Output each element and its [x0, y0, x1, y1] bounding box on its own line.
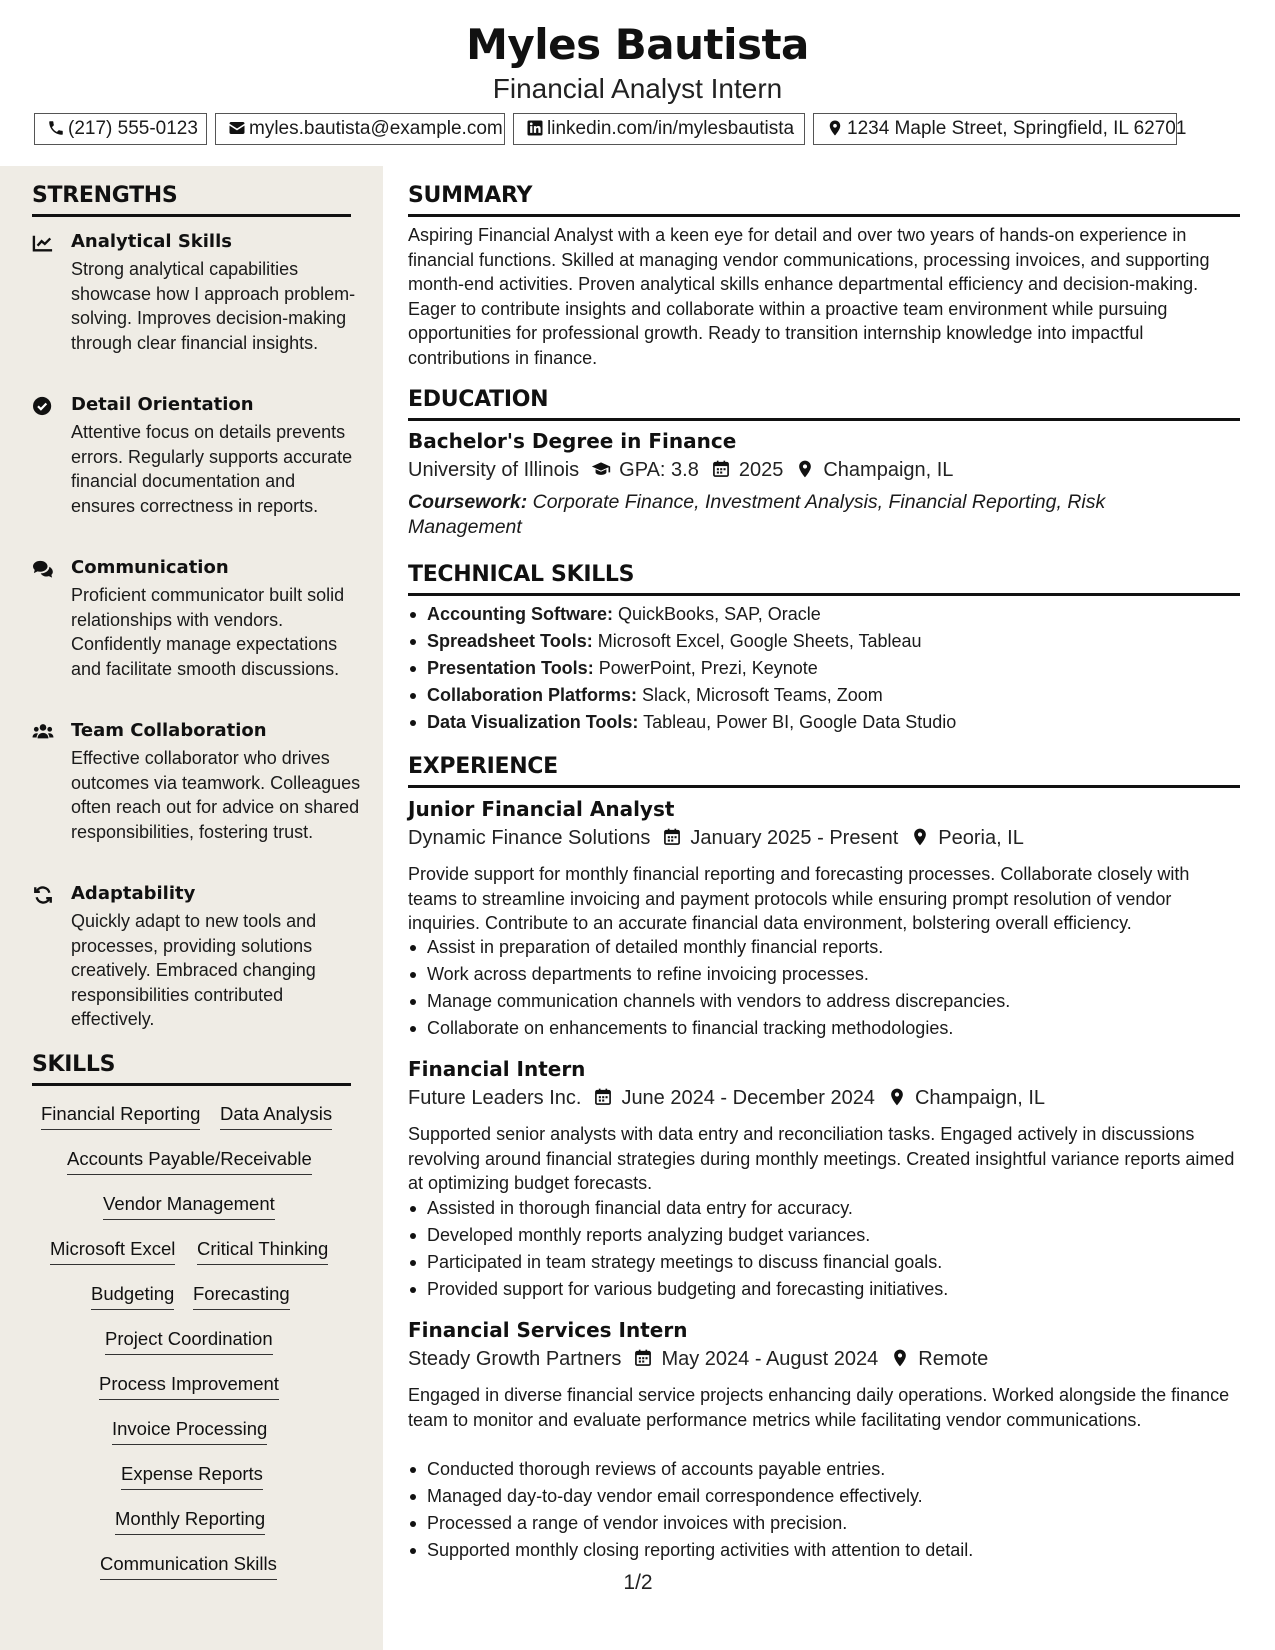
sync-icon: [32, 885, 54, 905]
contact-email-text: myles.bautista@example.com: [249, 118, 503, 139]
job-location: Peoria, IL: [938, 827, 1024, 850]
calendar-icon: [662, 827, 682, 847]
skill-tag: Vendor Management: [103, 1193, 275, 1220]
list-item: Provided support for various budgeting and forecasting initiatives.: [408, 1276, 1240, 1303]
resume-header: [0, 0, 1275, 166]
tech-skill-value: Microsoft Excel, Google Sheets, Tableau: [597, 631, 922, 651]
skill-tag: Financial Reporting: [41, 1103, 200, 1130]
job-title: Financial Services Intern: [408, 1318, 688, 1342]
job-description: Supported senior analysts with data entry and reconciliation tasks. Engaged actively in discussions revolving around financial strategies during monthly meetings. Created insightful variance reports aimed at optimizing budget forecasts.: [408, 1124, 1235, 1193]
contact-address: [813, 113, 1187, 145]
tech-skill-value: Tableau, Power BI, Google Data Studio: [643, 712, 957, 732]
list-item: [408, 709, 1240, 736]
list-item: Managed day-to-day vendor email correspondence effectively.: [408, 1483, 1240, 1510]
coursework-label: Coursework:: [408, 491, 528, 513]
calendar-icon: [593, 1087, 613, 1107]
technical-skills-rule: [408, 593, 1240, 596]
education-location: Champaign, IL: [823, 459, 954, 482]
job-location: Remote: [918, 1348, 989, 1371]
calendar-icon: [711, 459, 731, 479]
company-name: Future Leaders Inc.: [408, 1087, 582, 1110]
chart-line-icon: [32, 233, 54, 253]
education-title: EDUCATION: [408, 387, 549, 412]
strength-description: Attentive focus on details prevents errors. Regularly supports accurate financial documentation and ensures correctness in reports.: [71, 422, 353, 516]
strengths-rule: [32, 214, 351, 217]
map-pin-icon: [910, 827, 930, 847]
strength-description: Proficient communicator built solid relationships with vendors. Confidently manage expectations and facilitate smooth discussions.: [71, 585, 345, 679]
job-title: Financial Intern: [408, 1057, 586, 1081]
list-item: Collaborate on enhancements to financial tracking methodologies.: [408, 1015, 1240, 1042]
coursework-list: Corporate Finance, Investment Analysis, Financial Reporting, Risk Management: [408, 491, 1106, 538]
sidebar: [0, 166, 383, 1650]
tech-skill-value: Slack, Microsoft Teams, Zoom: [642, 685, 883, 705]
skill-tag: Critical Thinking: [197, 1238, 328, 1265]
strength-description: Quickly adapt to new tools and processes, providing solutions creatively. Embraced changing responsibilities contributed effectively.: [71, 911, 317, 1029]
skill-tag: Accounts Payable/Receivable: [67, 1148, 312, 1175]
check-circle-icon: [32, 396, 54, 416]
skill-tag: Invoice Processing: [112, 1418, 267, 1445]
job-dates: May 2024 - August 2024: [661, 1348, 879, 1371]
technical-skills-title: TECHNICAL SKILLS: [408, 562, 635, 587]
list-item: Developed monthly reports analyzing budget variances.: [408, 1222, 1240, 1249]
summary-title: SUMMARY: [408, 183, 533, 208]
contact-phone[interactable]: [34, 113, 207, 145]
education-rule: [408, 418, 1240, 421]
skill-tag: Data Analysis: [220, 1103, 332, 1130]
technical-skills-list: [408, 601, 1240, 736]
job-dates: January 2025 - Present: [690, 827, 899, 850]
strength-title: Adaptability: [71, 883, 196, 904]
linkedin-icon: [526, 119, 544, 137]
job-dates: June 2024 - December 2024: [621, 1087, 875, 1110]
list-item: Supported monthly closing reporting activities with attention to detail.: [408, 1537, 1240, 1564]
job-meta: [408, 1348, 988, 1374]
experience-title: EXPERIENCE: [408, 754, 558, 779]
job-location: Champaign, IL: [914, 1087, 1046, 1110]
job-description: Provide support for monthly financial reporting and forecasting processes. Collaborate closely with teams to streamline invoicing and payment protocols while ensuring prompt resolution of vendor inquiries. Contribute to an accurate financial data environment, bolstering overall efficiency.: [408, 864, 1190, 933]
tech-skill-value: QuickBooks, SAP, Oracle: [618, 604, 821, 624]
tech-skill-value: PowerPoint, Prezi, Keynote: [598, 658, 818, 678]
map-pin-icon: [887, 1087, 907, 1107]
page-number: 1/2: [623, 1571, 653, 1594]
tech-skill-label: Presentation Tools:: [427, 658, 594, 678]
gpa: GPA: 3.8: [619, 459, 699, 482]
tech-skill-label: Collaboration Platforms:: [427, 685, 638, 705]
skill-tag: Communication Skills: [100, 1553, 277, 1580]
contact-linkedin[interactable]: [513, 113, 805, 145]
skill-tag: Budgeting: [91, 1283, 174, 1310]
company-name: Steady Growth Partners: [408, 1348, 622, 1371]
skill-tag: Process Improvement: [99, 1373, 279, 1400]
job-bullets: [408, 1456, 1240, 1564]
list-item: [408, 628, 1240, 655]
map-pin-icon: [826, 119, 844, 137]
degree-title: Bachelor's Degree in Finance: [408, 429, 737, 453]
skill-tag: Project Coordination: [105, 1328, 273, 1355]
list-item: [408, 655, 1240, 682]
skills-title: SKILLS: [32, 1052, 116, 1077]
strength-title: Analytical Skills: [71, 231, 232, 252]
strength-description: Effective collaborator who drives outcomes via teamwork. Colleagues often reach out for advice on shared responsibilities, fostering trust.: [71, 748, 361, 842]
tech-skill-label: Accounting Software:: [427, 604, 614, 624]
list-item: [408, 601, 1240, 628]
skills-rule: [32, 1083, 351, 1086]
skill-tag: Microsoft Excel: [50, 1238, 175, 1265]
list-item: Assist in preparation of detailed monthly financial reports.: [408, 934, 1240, 961]
map-pin-icon: [890, 1348, 910, 1368]
education-meta: [408, 459, 953, 485]
coursework: [408, 490, 1168, 539]
graduation-year: 2025: [738, 459, 784, 482]
candidate-role: Financial Analyst Intern: [492, 73, 783, 104]
users-icon: [32, 722, 54, 742]
calendar-icon: [633, 1348, 653, 1368]
list-item: Manage communication channels with vendors to address discrepancies.: [408, 988, 1240, 1015]
job-title: Junior Financial Analyst: [408, 797, 675, 821]
job-meta: [408, 827, 1024, 853]
list-item: Work across departments to refine invoicing processes.: [408, 961, 1240, 988]
contact-phone-text: (217) 555-0123: [68, 118, 198, 139]
school-name: University of Illinois: [408, 459, 580, 482]
skill-tag: Monthly Reporting: [115, 1508, 265, 1535]
strength-title: Communication: [71, 557, 229, 578]
envelope-icon: [228, 119, 246, 137]
list-item: Processed a range of vendor invoices with precision.: [408, 1510, 1240, 1537]
contact-email[interactable]: [215, 113, 505, 145]
skill-tag: Forecasting: [193, 1283, 290, 1310]
contact-linkedin-text: linkedin.com/in/mylesbautista: [547, 118, 795, 139]
strength-title: Detail Orientation: [71, 394, 254, 415]
tech-skill-label: Data Visualization Tools:: [427, 712, 639, 732]
strength-title: Team Collaboration: [71, 720, 267, 741]
company-name: Dynamic Finance Solutions: [408, 827, 651, 850]
list-item: Participated in team strategy meetings to discuss financial goals.: [408, 1249, 1240, 1276]
job-bullets: [408, 934, 1240, 1042]
summary-rule: [408, 214, 1240, 217]
map-pin-icon: [795, 459, 815, 479]
skills-list: [0, 1103, 383, 1583]
skill-tag: Expense Reports: [121, 1463, 263, 1490]
job-meta: [408, 1087, 1045, 1113]
graduation-cap-icon: [591, 459, 611, 479]
list-item: Assisted in thorough financial data entry for accuracy.: [408, 1195, 1240, 1222]
summary-text: Aspiring Financial Analyst with a keen eye for detail and over two years of hands-on experience in financial functions. Skilled at managing vendor communications, processing invoices, and supporting month-end activities. Proven analytical skills enhance departmental efficiency and decision-making. Eager to contribute insights and collaborate within a proactive team environment while pursuing opportunities for professional growth. Ready to transition internship knowledge into impactful contributions in finance.: [408, 225, 1210, 368]
list-item: Conducted thorough reviews of accounts payable entries.: [408, 1456, 1240, 1483]
strength-description: Strong analytical capabilities showcase how I approach problem-solving. Improves decision-making through clear financial insights.: [71, 259, 356, 353]
candidate-name: Myles Bautista: [466, 20, 809, 69]
comments-icon: [32, 559, 54, 579]
job-description: Engaged in diverse financial service projects enhancing daily operations. Worked alongside the finance team to monitor and evaluate performance metrics while facilitating vendor communications.: [408, 1385, 1230, 1430]
tech-skill-label: Spreadsheet Tools:: [427, 631, 593, 651]
experience-rule: [408, 785, 1240, 788]
job-bullets: [408, 1195, 1240, 1303]
strengths-title: STRENGTHS: [32, 183, 178, 208]
list-item: [408, 682, 1240, 709]
phone-icon: [47, 119, 65, 137]
contact-address-text: 1234 Maple Street, Springfield, IL 62701: [847, 118, 1187, 139]
